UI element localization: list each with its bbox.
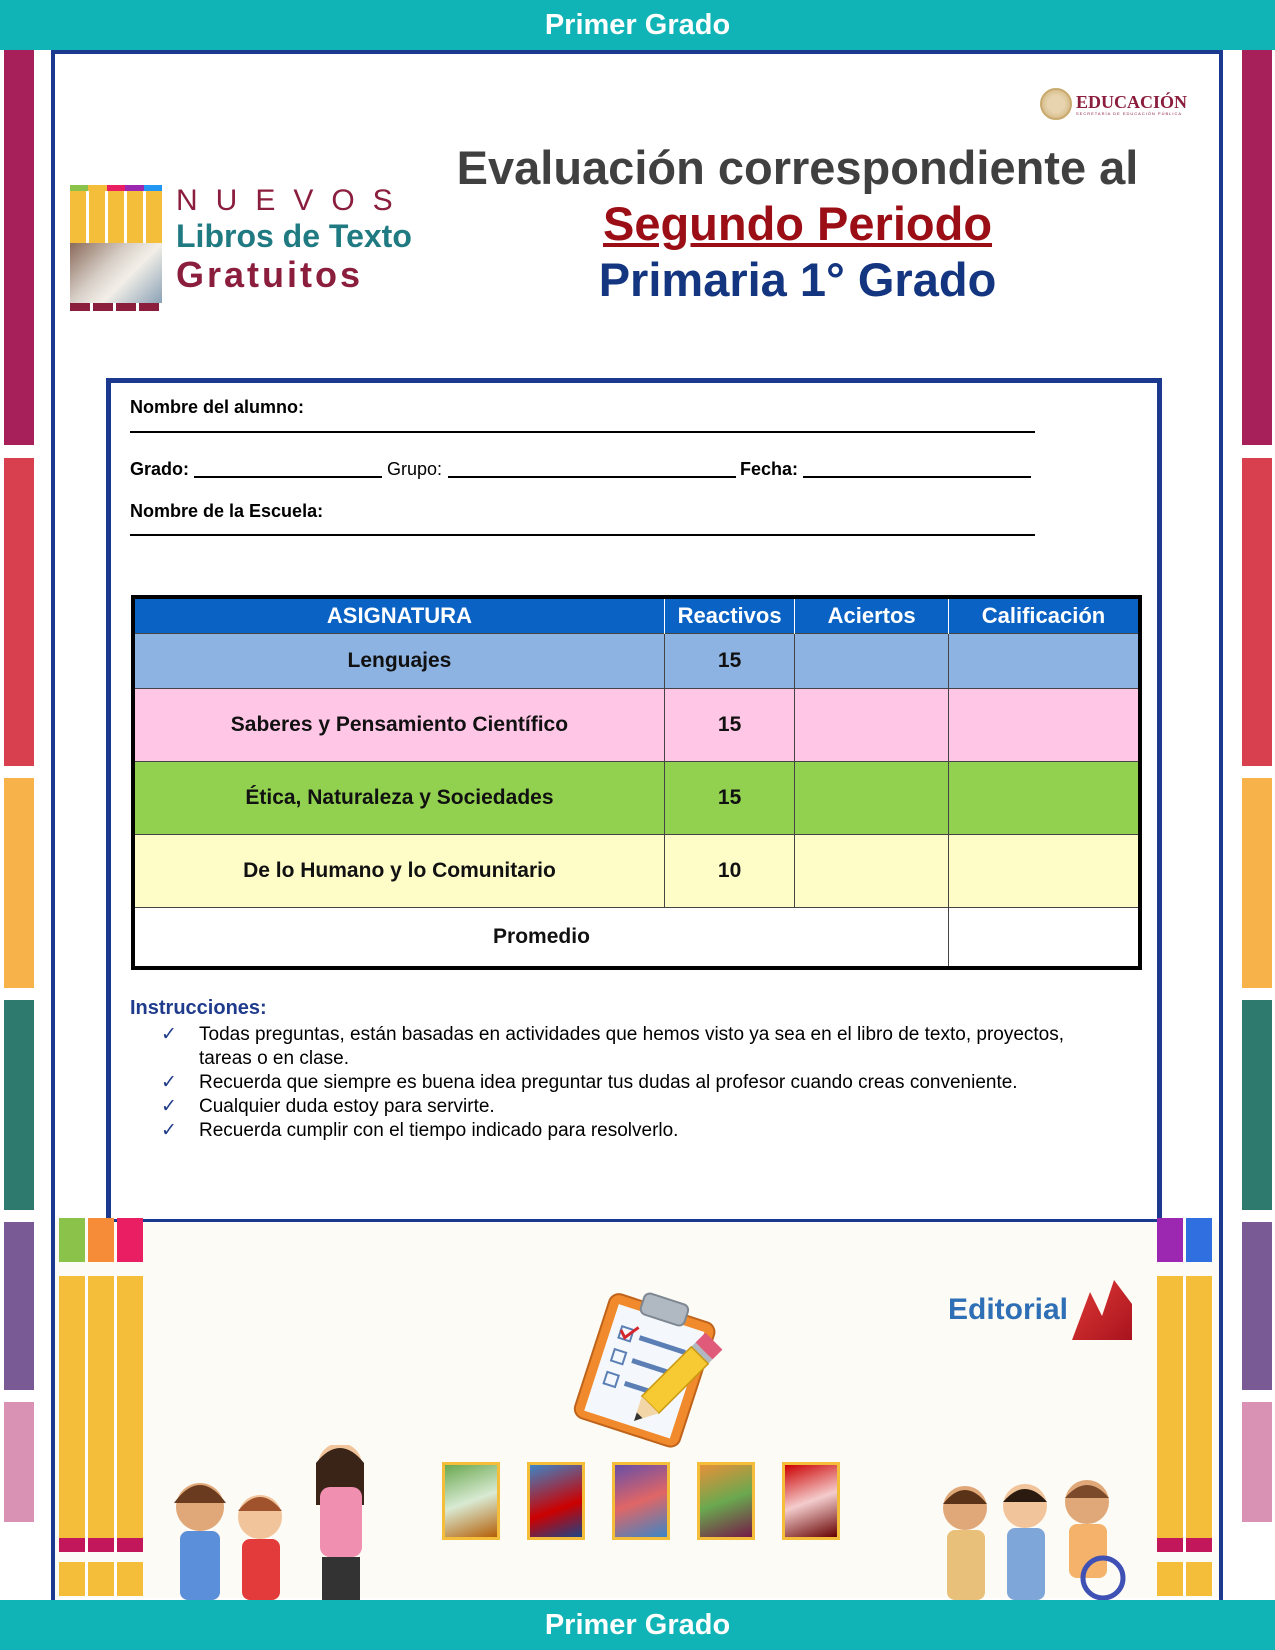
items-cell: 15	[664, 634, 794, 689]
student-name-line[interactable]	[130, 431, 1035, 433]
date-line[interactable]	[803, 476, 1031, 478]
grade-cell[interactable]	[948, 762, 1140, 835]
group-line[interactable]	[448, 476, 736, 478]
date-label: Fecha:	[740, 459, 799, 479]
logo-libros: Libros de Texto	[176, 218, 412, 254]
grades-table	[131, 595, 1142, 970]
checkmark-icon: ✓	[161, 1096, 177, 1117]
items-cell: 15	[664, 762, 794, 835]
items-cell: 10	[664, 835, 794, 908]
evaluation-box	[106, 378, 1162, 1224]
book-cover	[697, 1462, 755, 1540]
md-mark-icon	[1072, 1280, 1132, 1340]
page-title	[430, 140, 1165, 308]
correct-cell[interactable]	[795, 689, 949, 762]
school-name-label: Nombre de la Escuela:	[130, 501, 324, 521]
instruction-item: ✓ Cualquier duda estoy para servirte.	[161, 1096, 495, 1117]
table-row	[133, 762, 1140, 835]
title-line-3: Primaria 1° Grado	[598, 253, 997, 306]
table-row	[133, 634, 1140, 689]
header-correct: Aciertos	[795, 597, 949, 634]
edu-name: EDUCACIÓN	[1076, 91, 1188, 112]
correct-cell[interactable]	[795, 762, 949, 835]
subject-cell: Saberes y Pensamiento Científico	[133, 689, 664, 762]
book-cover	[527, 1462, 585, 1540]
header-grade: Calificación	[948, 597, 1140, 634]
average-cell[interactable]	[948, 908, 1140, 969]
nltg-logo	[70, 185, 420, 315]
school-name-line[interactable]	[130, 534, 1035, 536]
correct-cell[interactable]	[795, 634, 949, 689]
header-items: Reactivos	[664, 597, 794, 634]
subject-cell: De lo Humano y lo Comunitario	[133, 835, 664, 908]
title-line-2: Segundo Periodo	[602, 197, 993, 250]
grade-label: Grado:	[130, 459, 190, 479]
bottom-band: Primer Grado	[0, 1600, 1275, 1650]
editorial-md-logo	[948, 1280, 1132, 1340]
subject-cell: Lenguajes	[133, 634, 664, 689]
average-label: Promedio	[133, 908, 948, 969]
table-row	[133, 835, 1140, 908]
book-cover	[612, 1462, 670, 1540]
seal-icon	[1040, 88, 1072, 120]
instruction-item: ✓ Todas preguntas, están basadas en actividades que hemos visto ya sea en el libro de texto, proyectos, tareas o en clase.	[161, 1024, 1065, 1069]
children-right-illustration	[935, 1470, 1150, 1600]
instruction-item: ✓ Recuerda que siempre es buena idea preguntar tus dudas al profesor cuando creas conveniente.	[161, 1072, 1018, 1093]
grade-cell[interactable]	[948, 634, 1140, 689]
group-label: Grupo:	[387, 459, 443, 479]
logo-photo	[70, 243, 162, 303]
grade-cell[interactable]	[948, 835, 1140, 908]
instruction-item: ✓ Recuerda cumplir con el tiempo indicado para resolverlo.	[161, 1120, 679, 1141]
header-subject: ASIGNATURA	[133, 597, 664, 634]
checkmark-icon: ✓	[161, 1072, 177, 1093]
grade-line[interactable]	[194, 476, 382, 478]
items-cell: 15	[664, 689, 794, 762]
correct-cell[interactable]	[795, 835, 949, 908]
checkmark-icon: ✓	[161, 1024, 177, 1045]
title-line-1: Evaluación correspondiente al	[456, 141, 1139, 194]
book-cover	[782, 1462, 840, 1540]
average-row	[133, 908, 1140, 969]
grade-cell[interactable]	[948, 689, 1140, 762]
logo-nuevos: NUEVOS	[176, 184, 411, 217]
editorial-text: Editorial	[948, 1293, 1069, 1326]
student-name-label: Nombre del alumno:	[130, 397, 305, 417]
table-row	[133, 689, 1140, 762]
instructions-title: Instrucciones:	[130, 997, 267, 1019]
edu-sub: SECRETARÍA DE EDUCACIÓN PÚBLICA	[1076, 110, 1183, 116]
top-band: Primer Grado	[0, 0, 1275, 50]
educacion-logo	[1040, 88, 1187, 120]
instructions-list	[161, 1023, 1111, 1143]
pencil-icon	[615, 1320, 735, 1440]
logo-gratuitos: Gratuitos	[176, 254, 364, 295]
book-cover	[442, 1462, 500, 1540]
children-left-illustration	[160, 1445, 390, 1600]
subject-cell: Ética, Naturaleza y Sociedades	[133, 762, 664, 835]
checkmark-icon: ✓	[161, 1120, 177, 1141]
